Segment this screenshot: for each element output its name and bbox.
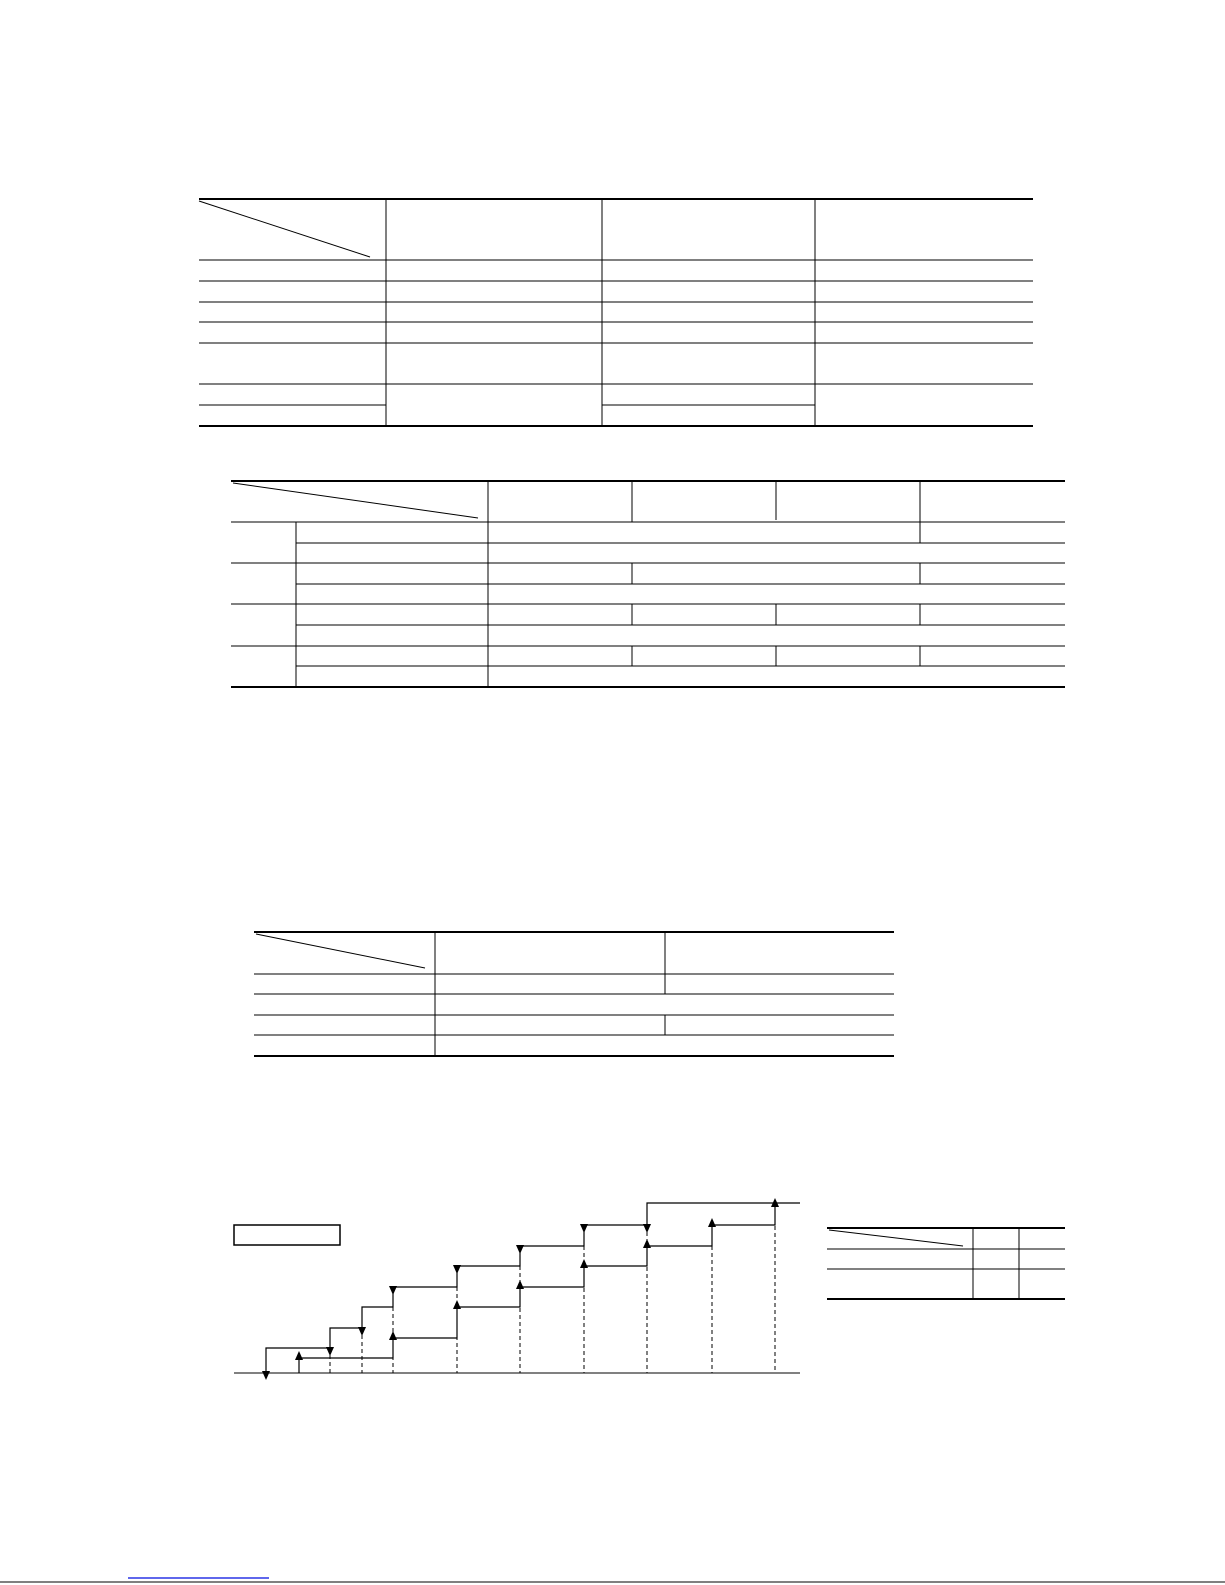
- diagram-label-box: [234, 1225, 340, 1245]
- arrow-down-icon: [453, 1265, 461, 1274]
- arrow-down-icon: [389, 1286, 397, 1295]
- rising-staircase: [299, 1205, 775, 1373]
- arrow-down-icon: [580, 1224, 588, 1233]
- table-1: [199, 199, 1033, 426]
- table-2: [231, 481, 1065, 687]
- arrow-up-icon: [708, 1218, 716, 1227]
- table-3: [254, 932, 894, 1056]
- table-4: [827, 1228, 1065, 1299]
- step-diagram: [234, 1198, 800, 1380]
- arrow-up-icon: [643, 1239, 651, 1248]
- table-2-diagonal-header-cell: [233, 483, 478, 518]
- arrow-down-icon: [643, 1224, 651, 1233]
- arrow-up-icon: [580, 1259, 588, 1268]
- arrow-up-icon: [295, 1351, 303, 1360]
- arrow-up-icon: [389, 1331, 397, 1340]
- arrow-down-icon: [358, 1327, 366, 1336]
- arrow-down-icon: [326, 1347, 334, 1356]
- table-1-diagonal-header-cell: [199, 201, 370, 257]
- arrow-down-icon: [516, 1245, 524, 1254]
- arrow-up-icon: [516, 1280, 524, 1289]
- arrow-up-icon: [453, 1300, 461, 1309]
- arrow-down-icon: [262, 1371, 270, 1380]
- table-3-diagonal-header-cell: [256, 934, 425, 968]
- falling-staircase: [266, 1203, 800, 1373]
- table-4-diagonal-header-cell: [829, 1230, 963, 1246]
